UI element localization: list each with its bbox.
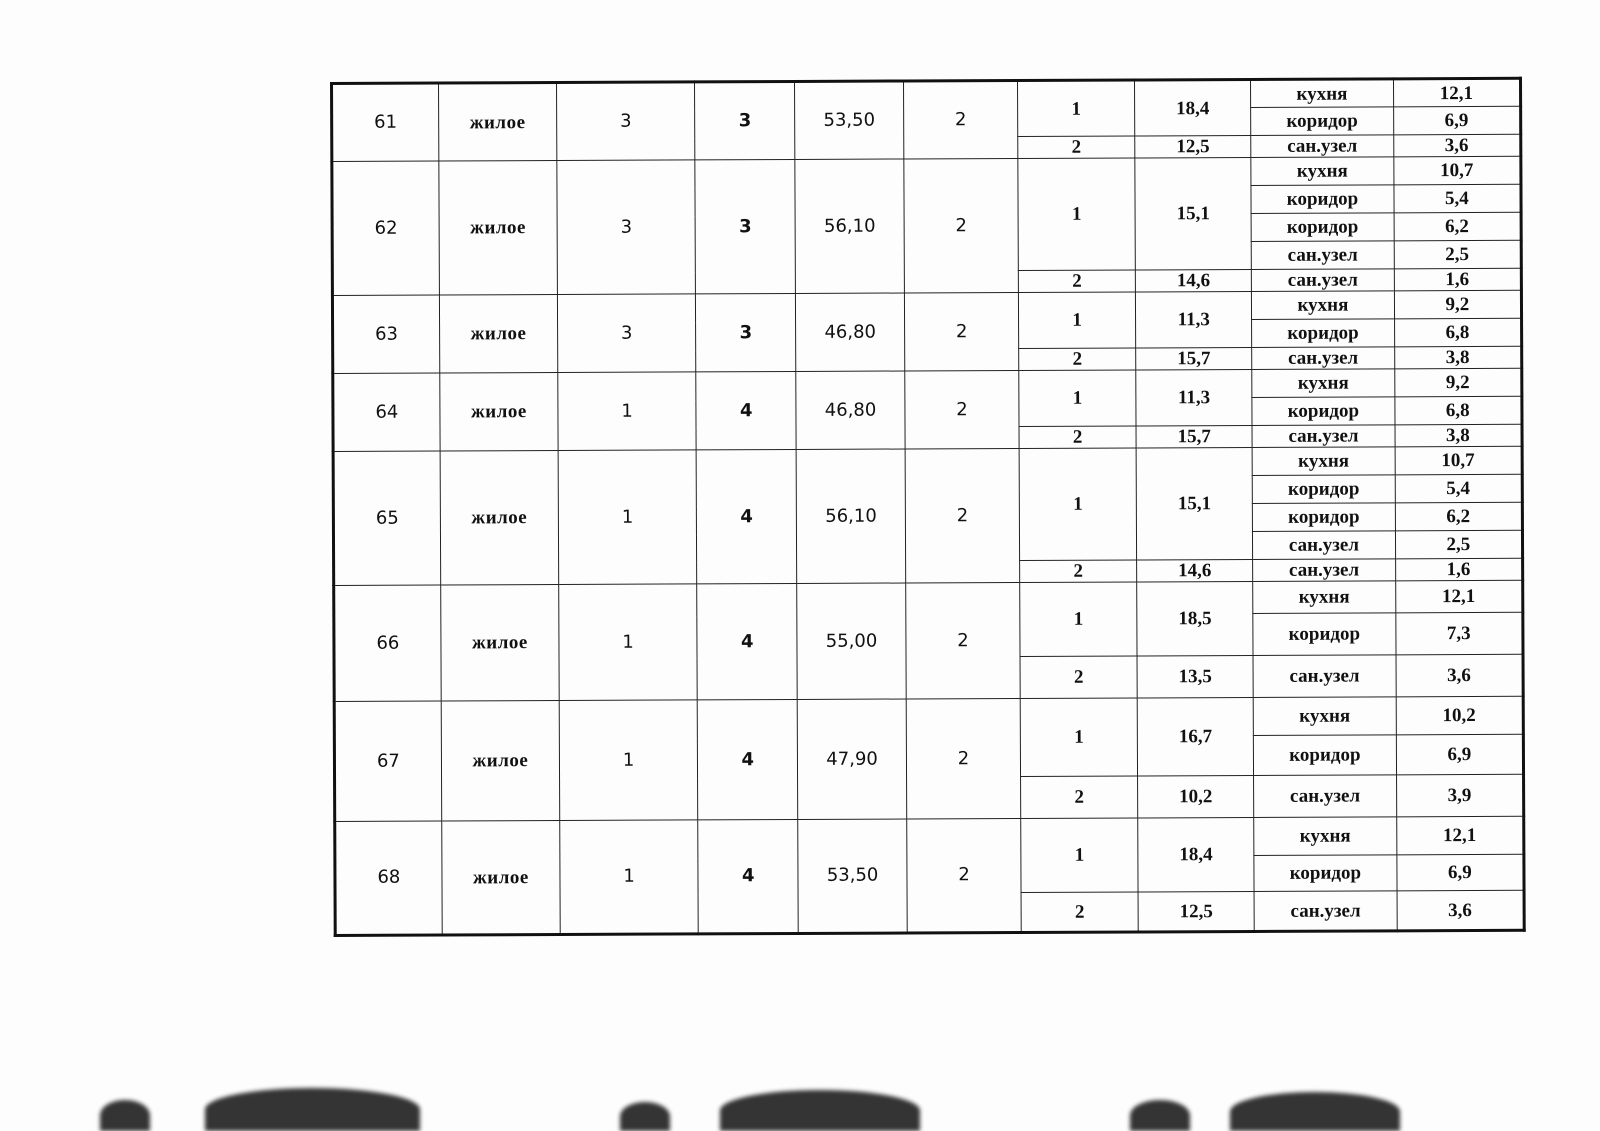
room-area: 11,3 xyxy=(1136,291,1252,348)
aux-room-area: 1,6 xyxy=(1395,558,1522,581)
total-area: 53,50 xyxy=(795,81,904,159)
floor-number: 4 xyxy=(698,819,798,933)
room-area: 14,6 xyxy=(1137,559,1253,582)
aux-room-name: сан.узел xyxy=(1253,531,1396,560)
scan-artifact xyxy=(1230,1092,1400,1131)
aux-room-name: коридор xyxy=(1253,503,1396,532)
aux-room-name: сан.узел xyxy=(1253,655,1396,698)
floor-number: 3 xyxy=(696,293,796,371)
scan-artifact xyxy=(205,1088,420,1131)
aux-room-name: сан.узел xyxy=(1252,425,1395,448)
floor-number: 4 xyxy=(696,371,796,449)
section-number: 3 xyxy=(557,160,696,295)
aux-room-name: кухня xyxy=(1253,581,1396,614)
aux-room-area: 12,1 xyxy=(1395,580,1522,613)
apartment-table xyxy=(330,77,1526,937)
room-number: 1 xyxy=(1019,448,1137,561)
room-number: 1 xyxy=(1020,582,1137,657)
apartment-number: 67 xyxy=(334,701,441,821)
room-area: 18,4 xyxy=(1138,817,1254,892)
room-number: 2 xyxy=(1019,348,1136,371)
total-area: 46,80 xyxy=(796,371,905,449)
room-area: 12,5 xyxy=(1135,135,1251,158)
aux-room-name: коридор xyxy=(1252,319,1395,348)
aux-room-name: кухня xyxy=(1253,697,1396,736)
rooms-count: 2 xyxy=(906,698,1021,818)
apartment-number: 63 xyxy=(332,295,439,373)
aux-room-name: кухня xyxy=(1251,157,1394,186)
section-number: 1 xyxy=(558,372,697,451)
room-area: 18,4 xyxy=(1135,79,1251,136)
room-number: 1 xyxy=(1019,370,1136,427)
aux-room-name: сан.узел xyxy=(1251,269,1394,292)
aux-room-area: 5,4 xyxy=(1395,474,1522,503)
rooms-count: 2 xyxy=(906,582,1021,698)
room-area: 13,5 xyxy=(1137,655,1253,698)
aux-room-area: 3,9 xyxy=(1396,774,1523,817)
room-area: 16,7 xyxy=(1137,697,1253,776)
room-area: 15,1 xyxy=(1135,157,1252,270)
apartment-number: 66 xyxy=(334,585,441,701)
aux-room-area: 1,6 xyxy=(1394,268,1521,291)
aux-room-name: коридор xyxy=(1254,735,1397,776)
room-number: 2 xyxy=(1020,656,1137,699)
total-area: 53,50 xyxy=(798,819,907,933)
aux-room-area: 10,2 xyxy=(1396,696,1523,735)
scan-artifact xyxy=(720,1090,920,1131)
aux-room-name: сан.узел xyxy=(1253,559,1396,582)
room-number: 1 xyxy=(1021,818,1138,893)
section-number: 1 xyxy=(558,450,697,585)
total-area: 47,90 xyxy=(797,699,906,819)
floor-number: 4 xyxy=(698,699,798,819)
aux-room-name: сан.узел xyxy=(1252,347,1395,370)
aux-room-name: сан.узел xyxy=(1251,241,1394,270)
aux-room-area: 2,5 xyxy=(1394,240,1521,269)
section-number: 1 xyxy=(559,584,698,701)
aux-room-area: 12,1 xyxy=(1393,78,1520,107)
room-number: 2 xyxy=(1018,270,1135,293)
floor-number: 3 xyxy=(695,159,795,293)
aux-room-name: коридор xyxy=(1251,107,1394,136)
rooms-count: 2 xyxy=(905,448,1020,582)
aux-room-area: 3,8 xyxy=(1395,424,1522,447)
total-area: 56,10 xyxy=(796,449,906,583)
aux-room-name: кухня xyxy=(1252,447,1395,476)
aux-room-name: коридор xyxy=(1253,613,1396,656)
rooms-count: 2 xyxy=(904,158,1019,292)
room-area: 12,5 xyxy=(1138,891,1254,932)
total-area: 56,10 xyxy=(795,159,905,293)
room-area: 15,7 xyxy=(1136,347,1252,370)
section-number: 1 xyxy=(559,700,698,821)
aux-room-area: 2,5 xyxy=(1395,530,1522,559)
aux-room-area: 3,6 xyxy=(1396,654,1523,697)
room-area: 15,7 xyxy=(1136,425,1252,448)
aux-room-area: 6,9 xyxy=(1396,734,1523,775)
room-number: 2 xyxy=(1021,892,1138,933)
aux-room-area: 7,3 xyxy=(1396,612,1523,655)
room-number: 1 xyxy=(1018,80,1135,137)
room-number: 1 xyxy=(1018,158,1136,271)
aux-room-area: 3,8 xyxy=(1394,346,1521,369)
aux-room-area: 9,2 xyxy=(1394,368,1521,397)
aux-room-name: сан.узел xyxy=(1251,135,1394,158)
apartment-number: 68 xyxy=(335,821,442,935)
aux-room-area: 6,9 xyxy=(1393,106,1520,135)
aux-room-area: 5,4 xyxy=(1394,184,1521,213)
total-area: 55,00 xyxy=(797,583,906,699)
apartment-number: 62 xyxy=(332,161,439,295)
aux-room-area: 9,2 xyxy=(1394,290,1521,319)
room-number: 2 xyxy=(1020,560,1137,583)
apartment-type: жилое xyxy=(439,161,558,296)
room-area: 15,1 xyxy=(1136,447,1253,560)
room-area: 14,6 xyxy=(1135,269,1251,292)
apartment-type: жилое xyxy=(439,295,557,374)
room-number: 1 xyxy=(1020,698,1137,777)
apartment-number: 65 xyxy=(333,451,440,585)
room-area: 10,2 xyxy=(1138,775,1254,818)
table-row xyxy=(334,696,1523,739)
room-area: 11,3 xyxy=(1136,369,1252,426)
aux-room-area: 3,6 xyxy=(1393,134,1520,157)
apartment-number: 61 xyxy=(332,83,439,161)
aux-room-name: коридор xyxy=(1251,213,1394,242)
aux-room-area: 6,8 xyxy=(1394,318,1521,347)
table-row xyxy=(335,816,1524,859)
aux-room-name: кухня xyxy=(1252,291,1395,320)
apartment-type: жилое xyxy=(438,83,556,162)
rooms-count: 2 xyxy=(904,292,1018,370)
aux-room-name: коридор xyxy=(1252,397,1395,426)
apartment-type: жилое xyxy=(441,701,560,822)
floor-number: 4 xyxy=(697,583,797,699)
aux-room-name: кухня xyxy=(1251,79,1394,108)
room-number: 2 xyxy=(1021,776,1138,819)
aux-room-area: 6,9 xyxy=(1397,854,1524,891)
section-number: 3 xyxy=(557,294,696,373)
aux-room-name: коридор xyxy=(1254,855,1397,892)
aux-room-name: кухня xyxy=(1252,369,1395,398)
rooms-count: 2 xyxy=(905,370,1019,448)
aux-room-area: 6,8 xyxy=(1395,396,1522,425)
aux-room-area: 6,2 xyxy=(1395,502,1522,531)
room-number: 2 xyxy=(1018,136,1135,159)
floor-number: 3 xyxy=(695,81,795,159)
aux-room-area: 10,7 xyxy=(1394,156,1521,185)
total-area: 46,80 xyxy=(796,293,905,371)
aux-room-name: коридор xyxy=(1251,185,1394,214)
section-number: 3 xyxy=(556,82,695,161)
aux-room-name: кухня xyxy=(1254,817,1397,856)
scan-artifact xyxy=(100,1100,150,1131)
floor-number: 4 xyxy=(696,449,796,583)
scan-artifact xyxy=(620,1102,670,1131)
aux-room-area: 10,7 xyxy=(1395,446,1522,475)
room-number: 2 xyxy=(1019,426,1136,449)
scan-artifact xyxy=(1130,1100,1190,1131)
apartment-number: 64 xyxy=(333,373,440,451)
rooms-count: 2 xyxy=(904,80,1018,158)
aux-room-name: сан.узел xyxy=(1254,775,1397,818)
aux-room-area: 6,2 xyxy=(1394,212,1521,241)
apartment-type: жилое xyxy=(440,451,559,586)
aux-room-name: сан.узел xyxy=(1254,891,1397,932)
table-row xyxy=(334,580,1523,617)
section-number: 1 xyxy=(560,820,699,935)
aux-room-area: 12,1 xyxy=(1396,816,1523,855)
room-area: 18,5 xyxy=(1137,581,1253,656)
apartment-type: жилое xyxy=(441,585,560,702)
room-number: 1 xyxy=(1018,292,1135,349)
apartment-type: жилое xyxy=(442,821,561,936)
aux-room-name: коридор xyxy=(1252,475,1395,504)
aux-room-area: 3,6 xyxy=(1397,890,1524,931)
rooms-count: 2 xyxy=(907,818,1021,932)
apartment-type: жилое xyxy=(440,373,558,452)
